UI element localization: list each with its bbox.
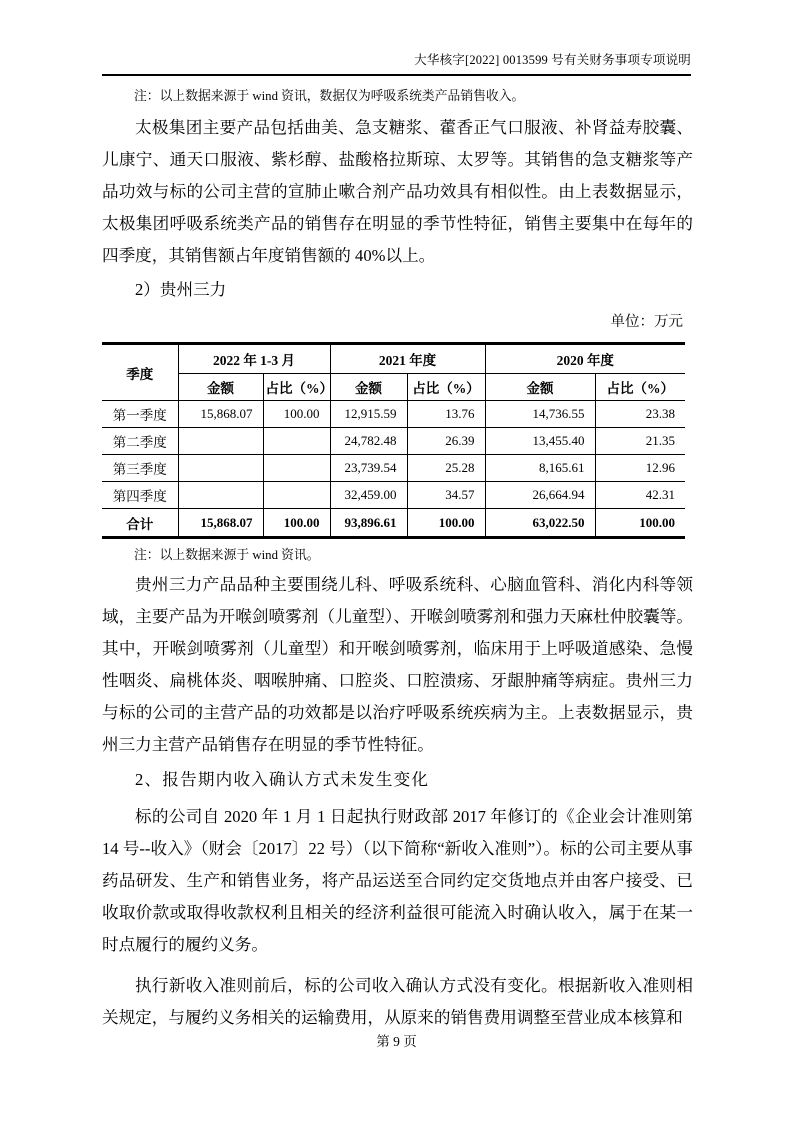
table-cell: 23.38: [595, 401, 685, 428]
header-cell-ratio: 占比（%）: [595, 374, 685, 401]
table-cell: 25.28: [407, 455, 485, 482]
row-label: 第四季度: [102, 482, 178, 509]
table-header-row-periods: [102, 344, 685, 374]
table-cell: 100.00: [263, 401, 330, 428]
table-cell: [263, 428, 330, 455]
table-cell: [263, 455, 330, 482]
table-cell: 23,739.54: [330, 455, 407, 482]
table-cell: 63,022.50: [485, 509, 595, 538]
table-cell: 42.31: [595, 482, 685, 509]
row-label: 第一季度: [102, 401, 178, 428]
table-row-q4: [102, 482, 685, 509]
note-data-source-table: 注：以上数据来源于 wind 资讯。: [134, 548, 320, 562]
table-cell: 100.00: [595, 509, 685, 538]
table-row-q1: [102, 401, 685, 428]
table-cell: [178, 428, 263, 455]
page-number: 第 9 页: [376, 1034, 417, 1049]
paragraph-guizhou-products: 贵州三力产品品种主要围绕儿科、呼吸系统科、心脑血管科、消化内科等领域，主要产品为开喉剑喷雾剂（儿童型）、开喉剑喷雾剂和强力天麻杜仲胶囊等。其中，开喉剑喷雾剂（儿童型）和开喉剑喷雾剂，临床用于上呼吸道感染、急慢性咽炎、扁桃体炎、咽喉肿痛、口腔炎、口腔溃疡、牙龈肿痛等病症。贵州三力与标的公司的主营产品的功效都是以治疗呼吸系统疾病为主。上表数据显示，贵州三力主营产品销售存在明显的季节性特征。: [102, 575, 693, 754]
row-label: 第二季度: [102, 428, 178, 455]
table-row-total: [102, 509, 685, 538]
table-cell: 34.57: [407, 482, 485, 509]
table-cell: [178, 482, 263, 509]
header-cell-ratio: 占比（%）: [407, 374, 485, 401]
unit-label: 单位：万元: [610, 314, 683, 330]
page-header: 大华核字[2022] 0013599 号有关财务事项专项说明: [414, 53, 691, 67]
table-cell: 12.96: [595, 455, 685, 482]
paragraph-revenue-standard: 标的公司自 2020 年 1 月 1 日起执行财政部 2017 年修订的《企业会计准则第 14 号--收入》（财会〔2017〕22 号）（以下简称“新收入准则”）。标的公司主要从事药品研发、生产和销售业务，将产品运送至合同约定交货地点并由客户接受、已收取价款或取得收款权利且相关的经济利益很可能流入时确认收入，属于在某一时点履行的履约义务。: [102, 807, 693, 954]
table-cell: 12,915.59: [330, 401, 407, 428]
header-cell-2022: 2022 年 1-3 月: [178, 344, 330, 374]
table-row-q2: [102, 428, 685, 455]
paragraph-taiji-products: 太极集团主要产品包括曲美、急支糖浆、藿香正气口服液、补肾益寿胶囊、儿康宁、通天口服液、紫杉醇、盐酸格拉斯琼、太罗等。其销售的急支糖浆等产品功效与标的公司主营的宣肺止嗽合剂产品功效具有相似性。由上表数据显示，太极集团呼吸系统类产品的销售存在明显的季节性特征，销售主要集中在每年的四季度，其销售额占年度销售额的 40%以上。: [102, 118, 693, 265]
table-header-row-metrics: [102, 374, 685, 401]
table-cell: [263, 482, 330, 509]
table-cell: 100.00: [263, 509, 330, 538]
table-cell: 24,782.48: [330, 428, 407, 455]
table-cell: [178, 455, 263, 482]
table-cell: 15,868.07: [178, 401, 263, 428]
row-label: 合计: [102, 509, 178, 538]
table-cell: 26.39: [407, 428, 485, 455]
quarterly-sales-table: [102, 342, 685, 539]
table-cell: 93,896.61: [330, 509, 407, 538]
header-cell-quarter: 季度: [102, 344, 178, 401]
table-cell: 26,664.94: [485, 482, 595, 509]
header-cell-2021: 2021 年度: [330, 344, 485, 374]
header-cell-amount: 金额: [485, 374, 595, 401]
table-cell: 13,455.40: [485, 428, 595, 455]
header-cell-amount: 金额: [178, 374, 263, 401]
header-cell-ratio: 占比（%）: [263, 374, 330, 401]
subheading-guizhou-sanli: 2）贵州三力: [135, 280, 227, 299]
table-cell: 15,868.07: [178, 509, 263, 538]
paragraph-standard-execution: 执行新收入准则前后，标的公司收入确认方式没有变化。根据新收入准则相关规定，与履约义务相关的运输费用，从原来的销售费用调整至营业成本核算和: [102, 976, 693, 1027]
row-label: 第三季度: [102, 455, 178, 482]
table-cell: 13.76: [407, 401, 485, 428]
note-data-source-top: 注：以上数据来源于 wind 资讯，数据仅为呼吸系统类产品销售收入。: [134, 89, 525, 103]
table-cell: 8,165.61: [485, 455, 595, 482]
document-body: [102, 76, 693, 1034]
table-row-q3: [102, 455, 685, 482]
header-cell-2020: 2020 年度: [485, 344, 685, 374]
header-cell-amount: 金额: [330, 374, 407, 401]
table-cell: 14,736.55: [485, 401, 595, 428]
heading-revenue-recognition: 2、报告期内收入确认方式未发生变化: [135, 770, 430, 789]
table-cell: 100.00: [407, 509, 485, 538]
table-cell: 32,459.00: [330, 482, 407, 509]
table-cell: 21.35: [595, 428, 685, 455]
